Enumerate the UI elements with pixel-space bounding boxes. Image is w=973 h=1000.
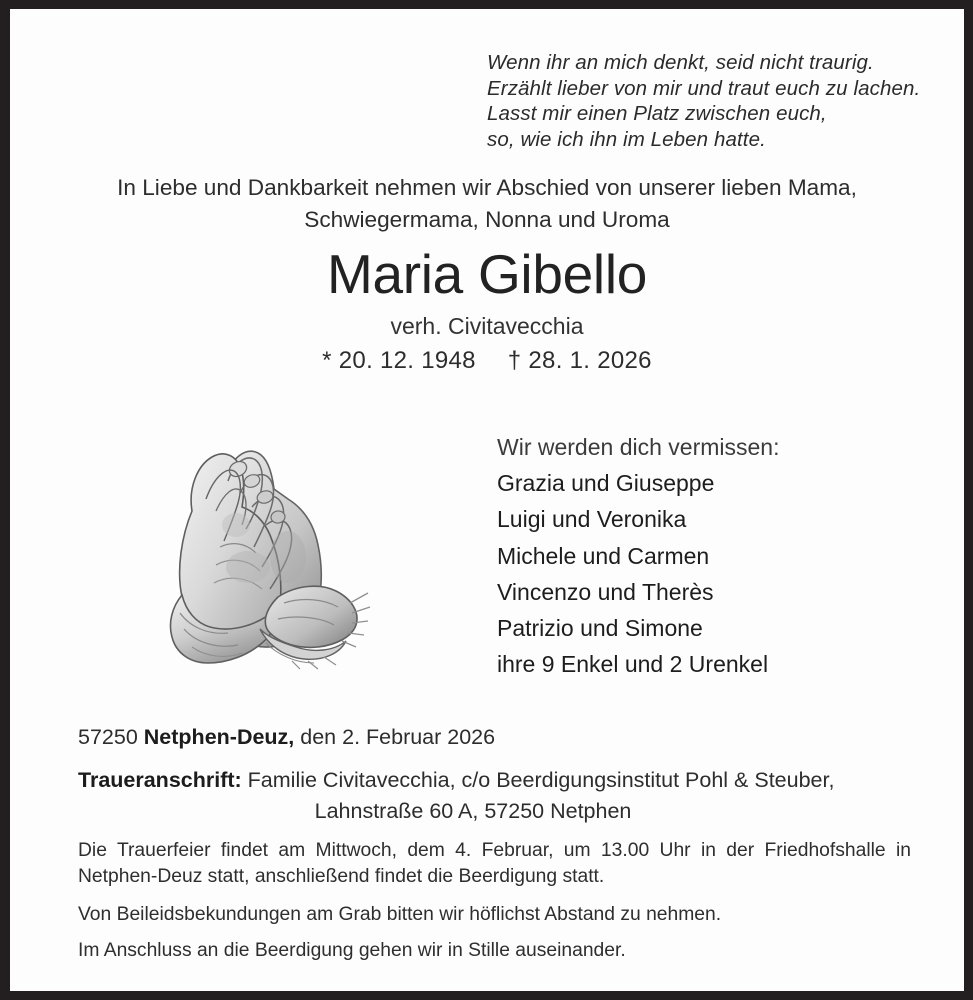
condolences-paragraph: Von Beileidsbekundungen am Grab bitten wir höflichst Abstand zu nehmen. xyxy=(78,904,722,925)
mourning-address-line-1 xyxy=(78,765,916,796)
survivor-name-2: Luigi und Veronika xyxy=(497,506,687,533)
town-name: Netphen-Deuz, xyxy=(143,725,295,749)
mourning-address-line-2: Lahnstraße 60 A, 57250 Netphen xyxy=(314,799,632,823)
survivor-name-4: Vincenzo und Therès xyxy=(497,578,714,605)
intro-text xyxy=(10,172,964,236)
intro-line-1: In Liebe und Dankbarkeit nehmen wir Abschied von unserer lieben Mama, xyxy=(117,175,857,200)
survivor-name-1: Grazia und Giuseppe xyxy=(497,470,715,497)
death-date: 28. 1. 2026 xyxy=(528,347,652,374)
survivors-heading: Wir werden dich vermissen: xyxy=(497,434,780,460)
mourning-address-text: Familie Civitavecchia, c/o Beerdigungsinstitut Pohl & Steuber, xyxy=(247,768,835,792)
survivor-name-5: Patrizio und Simone xyxy=(497,615,703,642)
closing-paragraph: Im Anschluss an die Beerdigung gehen wir in Stille auseinander. xyxy=(78,940,626,961)
survivor-name-6: ihre 9 Enkel und 2 Urenkel xyxy=(497,651,769,678)
memorial-poem xyxy=(487,50,920,152)
survivors-list xyxy=(497,429,779,682)
life-dates xyxy=(10,346,964,376)
birth-date: 20. 12. 1948 xyxy=(338,347,476,374)
intro-line-2: Schwiegermama, Nonna und Uroma xyxy=(304,207,670,232)
poem-line-3: Lasst mir einen Platz zwischen euch, xyxy=(487,102,827,126)
obituary-page xyxy=(10,9,964,991)
announcement-date: den 2. Februar 2026 xyxy=(300,725,496,749)
survivor-name-3: Michele und Carmen xyxy=(497,542,710,569)
death-cross-icon: † xyxy=(507,347,522,374)
poem-line-2: Erzählt lieber von mir und traut euch zu lachen. xyxy=(487,76,921,100)
mourning-address-label: Traueranschrift: xyxy=(78,768,242,792)
birth-star-icon: * xyxy=(322,347,332,374)
poem-line-1: Wenn ihr an mich denkt, seid nicht traurig. xyxy=(487,51,874,74)
deceased-name: Maria Gibello xyxy=(326,243,648,305)
praying-hands-icon xyxy=(128,407,373,672)
postal-code: 57250 xyxy=(78,725,138,749)
deceased-maiden-note: verh. Civitavecchia xyxy=(390,313,584,339)
place-date-line xyxy=(78,723,495,751)
poem-line-4: so, wie ich ihn im Leben hatte. xyxy=(487,127,766,151)
mourning-address xyxy=(78,765,916,827)
service-details-paragraph: Die Trauerfeier findet am Mittwoch, dem 4. Februar, um 13.00 Uhr in der Friedhofshalle in Netphen-Deuz statt, anschließend findet die Beerdigung statt. xyxy=(78,840,911,887)
